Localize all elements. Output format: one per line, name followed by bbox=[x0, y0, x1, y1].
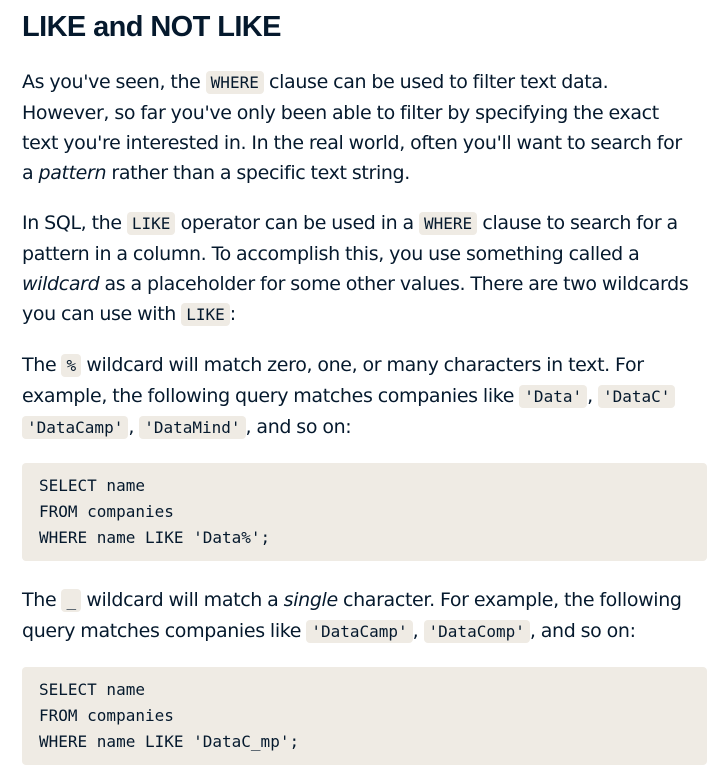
inline-code: LIKE bbox=[127, 212, 176, 235]
inline-code: % bbox=[61, 354, 81, 377]
inline-code: WHERE bbox=[206, 71, 264, 94]
text: : bbox=[229, 303, 236, 325]
text: clause can be used to filter text data. However, so far you've only been able to filter by specifying the exact text you're interested in. In the real world, often you'll want to search for a bbox=[22, 71, 682, 184]
code-line: SELECT name bbox=[39, 680, 145, 699]
inline-code: 'Data' bbox=[519, 385, 587, 408]
text: , and so on: bbox=[245, 416, 352, 438]
text: The bbox=[22, 589, 62, 611]
text: operator can be used in a bbox=[175, 212, 419, 234]
text: character. For example, the following query matches companies like bbox=[22, 589, 682, 642]
code-block-percent bbox=[22, 463, 707, 561]
code-line: WHERE name LIKE 'Data%'; bbox=[39, 528, 271, 547]
inline-code: _ bbox=[61, 589, 81, 612]
inline-code: 'DataCamp' bbox=[306, 620, 412, 643]
text: , bbox=[587, 385, 598, 407]
text: , bbox=[128, 416, 140, 438]
inline-code: 'DataMind' bbox=[139, 416, 245, 439]
like-operator-paragraph bbox=[22, 208, 694, 330]
underscore-wildcard-paragraph bbox=[22, 585, 694, 647]
inline-code: LIKE bbox=[181, 303, 230, 326]
code-block-underscore bbox=[22, 667, 707, 765]
inline-code: 'DataC' bbox=[598, 385, 675, 408]
text: The bbox=[22, 354, 62, 376]
code-line: FROM companies bbox=[39, 502, 174, 521]
intro-paragraph bbox=[22, 67, 694, 188]
text: as a placeholder for some other values. There are two wildcards you can use with bbox=[22, 273, 689, 325]
text: rather than a specific text string. bbox=[106, 162, 410, 184]
text: , bbox=[412, 620, 424, 642]
text: wildcard will match a bbox=[81, 589, 284, 611]
emphasis: wildcard bbox=[22, 273, 100, 295]
emphasis: pattern bbox=[38, 162, 107, 184]
code-line: SELECT name bbox=[39, 476, 145, 495]
text: wildcard will match zero, one, or many characters in text. For example, the following query matches companies like bbox=[22, 354, 644, 407]
emphasis: single bbox=[283, 589, 338, 611]
percent-wildcard-paragraph bbox=[22, 350, 694, 443]
text: , and so on: bbox=[529, 620, 636, 642]
inline-code: WHERE bbox=[419, 212, 477, 235]
text: clause to search for a pattern in a column. To accomplish this, you use something called a bbox=[22, 212, 678, 265]
code-line: FROM companies bbox=[39, 706, 174, 725]
inline-code: 'DataComp' bbox=[424, 620, 530, 643]
text: As you've seen, the bbox=[22, 71, 206, 93]
text: In SQL, the bbox=[22, 212, 127, 234]
page-title: LIKE and NOT LIKE bbox=[22, 11, 281, 43]
code-line: WHERE name LIKE 'DataC_mp'; bbox=[39, 732, 300, 751]
inline-code: 'DataCamp' bbox=[22, 416, 128, 439]
